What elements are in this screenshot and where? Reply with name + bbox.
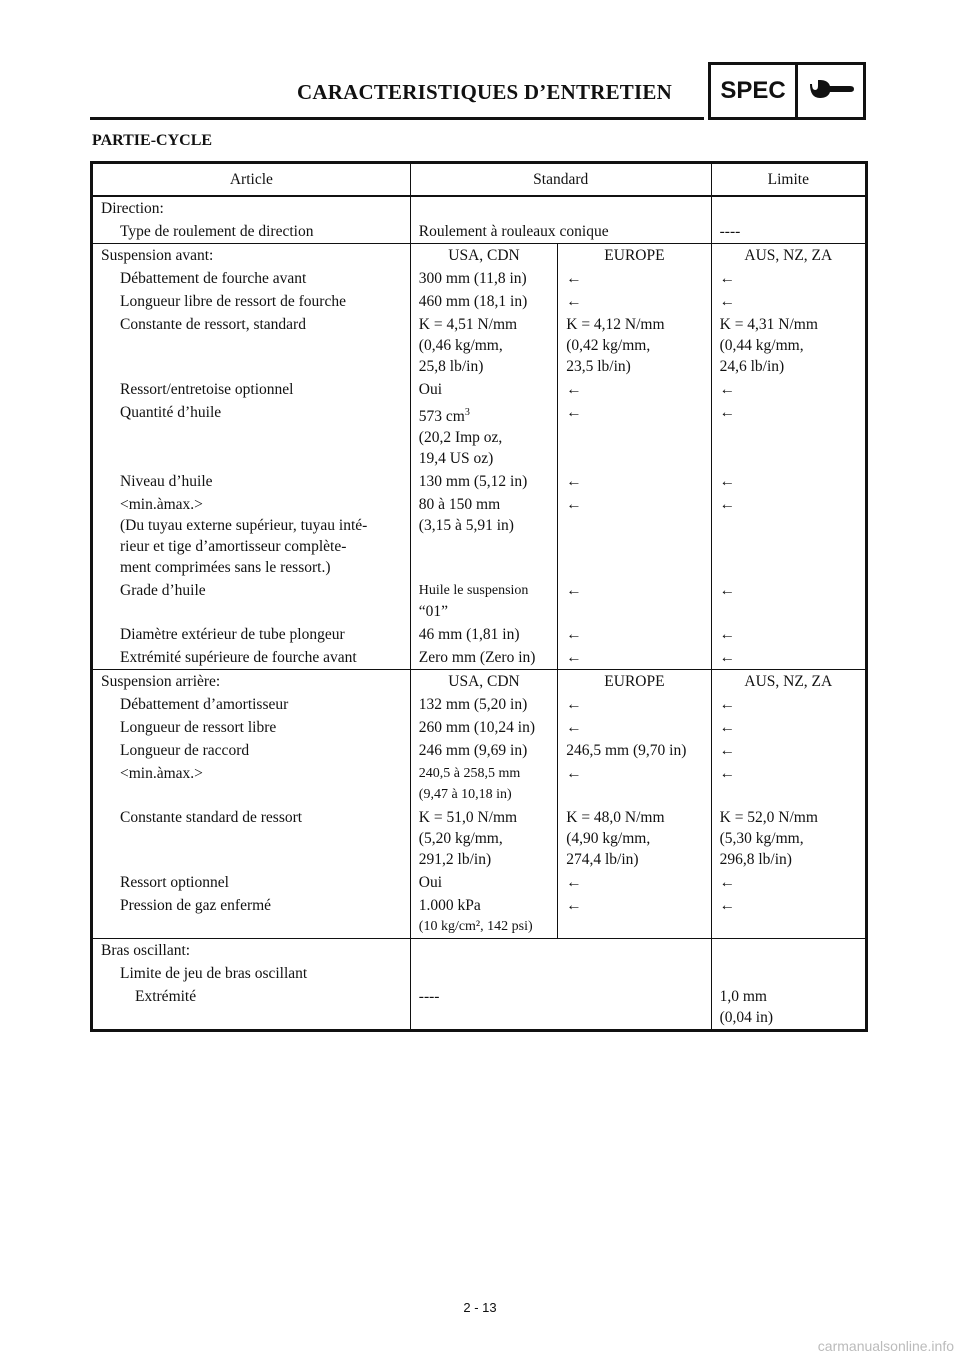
cell-line: ← bbox=[719, 582, 736, 600]
front-suspension-value bbox=[410, 623, 557, 646]
table-row bbox=[92, 290, 867, 313]
rear-suspension-value bbox=[711, 762, 866, 806]
cell-line: ← bbox=[719, 473, 736, 491]
table-row bbox=[92, 623, 867, 646]
cell-line: ← bbox=[566, 897, 582, 915]
cell-line: ← bbox=[566, 496, 582, 514]
rear-suspension-item bbox=[92, 693, 411, 716]
cell-line: ← bbox=[719, 496, 736, 514]
front-suspension-item bbox=[92, 623, 411, 646]
rear-suspension-value bbox=[711, 716, 866, 739]
rear-suspension-region-2: AUS, NZ, ZA bbox=[711, 670, 866, 694]
header-limite: Limite bbox=[711, 163, 866, 197]
front-suspension-item bbox=[92, 579, 411, 623]
table-row bbox=[92, 378, 867, 401]
cell-line: ment comprimées sans le ressort.) bbox=[120, 559, 331, 577]
spec-table bbox=[90, 161, 868, 1032]
cell-line: Ressort optionnel bbox=[120, 874, 229, 892]
table-row bbox=[92, 762, 867, 806]
front-suspension-value bbox=[410, 646, 557, 670]
cell-line: ← bbox=[566, 649, 582, 667]
front-suspension-value bbox=[410, 290, 557, 313]
cell-line: 19,4 US oz) bbox=[418, 450, 494, 468]
cell-line: ← bbox=[566, 270, 582, 287]
rear-suspension-value bbox=[711, 739, 866, 762]
steering-bearing-standard: Roulement à rouleaux conique bbox=[410, 220, 711, 244]
cell-line: 1,0 mm bbox=[719, 988, 767, 1006]
swingarm-limit bbox=[711, 985, 866, 1031]
cell-line: 460 mm (18,1 in) bbox=[418, 293, 528, 310]
swingarm-label: Bras oscillant: bbox=[92, 939, 411, 963]
cell-line: (0,04 in) bbox=[719, 1009, 774, 1027]
cell-line: Oui bbox=[418, 381, 443, 398]
cell-line: 23,5 lb/in) bbox=[566, 358, 631, 375]
cell-line: 25,8 lb/in) bbox=[418, 358, 484, 375]
table-header-row bbox=[92, 163, 867, 197]
cell-line: ← bbox=[566, 874, 582, 892]
front-suspension-value bbox=[410, 493, 557, 579]
cell-line: K = 48,0 N/mm bbox=[566, 809, 665, 827]
cell-line: Diamètre extérieur de tube plongeur bbox=[120, 626, 345, 644]
rear-suspension-value bbox=[410, 894, 557, 939]
cell-line: 132 mm (5,20 in) bbox=[418, 696, 528, 714]
cell-line: K = 52,0 N/mm bbox=[719, 809, 818, 827]
watermark: carmanualsonline.info bbox=[817, 1338, 954, 1354]
front-suspension-value bbox=[558, 267, 711, 290]
table-row bbox=[92, 871, 867, 894]
front-suspension-value bbox=[711, 290, 866, 313]
front-suspension-item bbox=[92, 267, 411, 290]
header-standard: Standard bbox=[410, 163, 711, 197]
cell-line: ← bbox=[719, 293, 736, 310]
rear-suspension-region-1: EUROPE bbox=[558, 670, 711, 694]
front-suspension-value bbox=[410, 401, 557, 470]
rear-suspension-value bbox=[558, 894, 711, 939]
cell-line: K = 4,12 N/mm bbox=[566, 316, 665, 333]
rear-suspension-value bbox=[558, 806, 711, 871]
rear-suspension-value bbox=[558, 871, 711, 894]
front-suspension-value bbox=[558, 470, 711, 493]
steering-bearing-limit: ---- bbox=[711, 220, 866, 244]
cell-line: ← bbox=[566, 582, 582, 600]
cell-line: (5,30 kg/mm, bbox=[719, 830, 804, 848]
cell-line: Grade d’huile bbox=[120, 582, 206, 600]
front-suspension-value bbox=[711, 579, 866, 623]
front-suspension-label: Suspension avant: bbox=[92, 244, 411, 268]
cell-line: 46 mm (1,81 in) bbox=[418, 626, 520, 644]
cell-line: Constante standard de ressort bbox=[120, 809, 303, 827]
table-row bbox=[92, 716, 867, 739]
cell-line: Longueur libre de ressort de fourche bbox=[120, 293, 346, 310]
cell-line: ← bbox=[719, 626, 736, 644]
header-rule bbox=[90, 117, 704, 120]
table-row bbox=[92, 579, 867, 623]
cell-line: Constante de ressort, standard bbox=[120, 316, 306, 333]
cell-line: ← bbox=[566, 473, 582, 491]
cell-line: “01” bbox=[418, 603, 449, 621]
front-suspension-value bbox=[558, 579, 711, 623]
cell-line: ← bbox=[719, 649, 736, 667]
cell-line: ← bbox=[719, 874, 736, 892]
cell-line: K = 4,31 N/mm bbox=[719, 316, 818, 333]
front-suspension-value bbox=[711, 378, 866, 401]
table-row bbox=[92, 313, 867, 378]
rear-suspension-value bbox=[558, 716, 711, 739]
cell-line: 274,4 lb/in) bbox=[566, 851, 639, 869]
rear-suspension-item bbox=[92, 871, 411, 894]
cell-line: ← bbox=[719, 897, 736, 915]
front-suspension-region-0: USA, CDN bbox=[410, 244, 557, 268]
cell-line: (3,15 à 5,91 in) bbox=[418, 517, 514, 535]
cell-line: ← bbox=[719, 719, 736, 737]
front-suspension-value bbox=[711, 623, 866, 646]
cell-line: Ressort/entretoise optionnel bbox=[120, 381, 294, 398]
rear-suspension-value bbox=[410, 716, 557, 739]
rear-suspension-label-row bbox=[92, 670, 867, 694]
rear-suspension-value bbox=[410, 806, 557, 871]
cell-line: 240,5 à 258,5 mm bbox=[418, 766, 521, 782]
rear-suspension-item bbox=[92, 739, 411, 762]
cell-line: Niveau d’huile bbox=[120, 473, 213, 491]
cell-line: 24,6 lb/in) bbox=[719, 358, 785, 375]
rear-suspension-value bbox=[711, 806, 866, 871]
swingarm-sub-label: Limite de jeu de bras oscillant bbox=[92, 962, 411, 985]
front-suspension-value bbox=[410, 378, 557, 401]
rear-suspension-value bbox=[558, 762, 711, 806]
rear-suspension-region-0: USA, CDN bbox=[410, 670, 557, 694]
front-suspension-value bbox=[558, 313, 711, 378]
cell-line: K = 51,0 N/mm bbox=[418, 809, 518, 827]
cell-line: Extrémité supérieure de fourche avant bbox=[120, 649, 357, 667]
table-row bbox=[92, 985, 867, 1031]
header-article: Article bbox=[92, 163, 411, 197]
cell-line: ← bbox=[566, 293, 582, 310]
spec-badge-text: SPEC bbox=[711, 65, 798, 117]
cell-line: Débattement d’amortisseur bbox=[120, 696, 289, 714]
cell-line: Pression de gaz enfermé bbox=[120, 897, 272, 915]
front-suspension-value bbox=[711, 493, 866, 579]
front-suspension-region-1: EUROPE bbox=[558, 244, 711, 268]
rear-suspension-value bbox=[711, 894, 866, 939]
table-row bbox=[92, 470, 867, 493]
table-row bbox=[92, 693, 867, 716]
cell-line: 1.000 kPa bbox=[418, 897, 481, 915]
cell-line: rieur et tige d’amortisseur complète- bbox=[120, 538, 347, 556]
front-suspension-value bbox=[711, 313, 866, 378]
rear-suspension-value bbox=[410, 871, 557, 894]
cell-line: 291,2 lb/in) bbox=[418, 851, 492, 869]
front-suspension-value bbox=[558, 290, 711, 313]
cell-line: 573 $cm^3$ bbox=[418, 407, 470, 426]
page-number: 2 - 13 bbox=[463, 1300, 497, 1315]
cell-line: K = 4,51 N/mm bbox=[418, 316, 518, 333]
front-suspension-value bbox=[410, 470, 557, 493]
cell-line: ← bbox=[719, 404, 736, 421]
front-suspension-value bbox=[711, 267, 866, 290]
cell-line: ← bbox=[719, 381, 736, 398]
front-suspension-value bbox=[558, 623, 711, 646]
cell-line: ← bbox=[566, 696, 582, 714]
rear-suspension-label: Suspension arrière: bbox=[92, 670, 411, 694]
rear-suspension-value bbox=[711, 871, 866, 894]
rear-suspension-item bbox=[92, 894, 411, 939]
front-suspension-value bbox=[558, 401, 711, 470]
front-suspension-region-2: AUS, NZ, ZA bbox=[711, 244, 866, 268]
steering-bearing-label: Type de roulement de direction bbox=[92, 220, 411, 244]
table-row bbox=[92, 220, 867, 244]
front-suspension-value bbox=[711, 470, 866, 493]
front-suspension-item bbox=[92, 401, 411, 470]
cell-line: ← bbox=[566, 404, 582, 421]
front-suspension-value bbox=[558, 493, 711, 579]
cell-line: (4,90 kg/mm, bbox=[566, 830, 651, 848]
rear-suspension-value bbox=[410, 762, 557, 806]
cell-line: Oui bbox=[418, 874, 443, 892]
cell-line: 80 à 150 mm bbox=[418, 496, 501, 514]
front-suspension-value bbox=[558, 646, 711, 670]
cell-line: (5,20 kg/mm, bbox=[418, 830, 503, 848]
table-row bbox=[92, 894, 867, 939]
table-row bbox=[92, 806, 867, 871]
cell-line: (20,2 Imp oz, bbox=[418, 429, 503, 447]
cell-line: 130 mm (5,12 in) bbox=[418, 473, 528, 491]
cell-line: Débattement de fourche avant bbox=[120, 270, 307, 287]
cell-line: Longueur de raccord bbox=[120, 742, 250, 760]
rear-suspension-item bbox=[92, 762, 411, 806]
front-suspension-item bbox=[92, 378, 411, 401]
cell-line: Quantité d’huile bbox=[120, 404, 222, 421]
cell-line: ← bbox=[719, 765, 736, 783]
cell-line: (9,47 à 10,18 in) bbox=[418, 787, 512, 803]
front-suspension-value bbox=[410, 267, 557, 290]
section-title: PARTIE-CYCLE bbox=[92, 132, 213, 149]
rear-suspension-item bbox=[92, 716, 411, 739]
cell-line: <min.àmax.> bbox=[120, 496, 203, 514]
cell-line: (Du tuyau externe supérieur, tuyau inté- bbox=[120, 517, 368, 535]
superscript: 3 bbox=[464, 407, 470, 418]
front-suspension-value bbox=[410, 313, 557, 378]
rear-suspension-value bbox=[558, 739, 711, 762]
rear-suspension-value bbox=[410, 693, 557, 716]
page-title: CARACTERISTIQUES D’ENTRETIEN bbox=[297, 80, 672, 104]
cell-line: (0,44 kg/mm, bbox=[719, 337, 804, 354]
cell-line: ← bbox=[719, 270, 736, 287]
cell-line: (10 kg/cm², 142 psi) bbox=[418, 919, 533, 935]
rear-suspension-item bbox=[92, 806, 411, 871]
table-row bbox=[92, 401, 867, 470]
swingarm-standard: ---- bbox=[410, 985, 711, 1031]
front-suspension-item bbox=[92, 313, 411, 378]
rear-suspension-value bbox=[558, 693, 711, 716]
front-suspension-item bbox=[92, 290, 411, 313]
cell-line: ← bbox=[566, 719, 582, 737]
front-suspension-label-row bbox=[92, 244, 867, 268]
cell-line: 246 mm (9,69 in) bbox=[418, 742, 528, 760]
cell-line: ← bbox=[566, 626, 582, 644]
front-suspension-item bbox=[92, 493, 411, 579]
swingarm-label-row bbox=[92, 939, 867, 963]
cell-line: (0,46 kg/mm, bbox=[418, 337, 503, 354]
cell-line: ← bbox=[719, 696, 736, 714]
cell-line: (0,42 kg/mm, bbox=[566, 337, 651, 354]
direction-label: Direction: bbox=[92, 196, 411, 220]
direction-label-row bbox=[92, 196, 867, 220]
table-row bbox=[92, 646, 867, 670]
cell-line: Zero mm (Zero in) bbox=[418, 649, 536, 667]
cell-line: ← bbox=[566, 765, 582, 783]
rear-suspension-value bbox=[410, 739, 557, 762]
front-suspension-value bbox=[558, 378, 711, 401]
front-suspension-value bbox=[711, 646, 866, 670]
cell-line: 260 mm (10,24 in) bbox=[418, 719, 536, 737]
table-row bbox=[92, 267, 867, 290]
cell-line: Huile le suspension bbox=[418, 583, 529, 599]
table-row bbox=[92, 962, 867, 985]
front-suspension-value bbox=[410, 579, 557, 623]
cell-line: ← bbox=[566, 381, 582, 398]
rear-suspension-value bbox=[711, 693, 866, 716]
table-row bbox=[92, 493, 867, 579]
cell-line: 246,5 mm (9,70 in) bbox=[566, 742, 687, 760]
cell-line: ← bbox=[719, 742, 736, 760]
front-suspension-item bbox=[92, 646, 411, 670]
swingarm-item: Extrémité bbox=[92, 985, 411, 1031]
cell-line: <min.àmax.> bbox=[120, 765, 203, 783]
cell-line: Longueur de ressort libre bbox=[120, 719, 277, 737]
table-row bbox=[92, 739, 867, 762]
cell-line: 300 mm (11,8 in) bbox=[418, 270, 527, 287]
cell-line: 296,8 lb/in) bbox=[719, 851, 792, 869]
front-suspension-value bbox=[711, 401, 866, 470]
spec-badge bbox=[708, 62, 866, 120]
wrench-icon bbox=[798, 65, 863, 117]
front-suspension-item bbox=[92, 470, 411, 493]
